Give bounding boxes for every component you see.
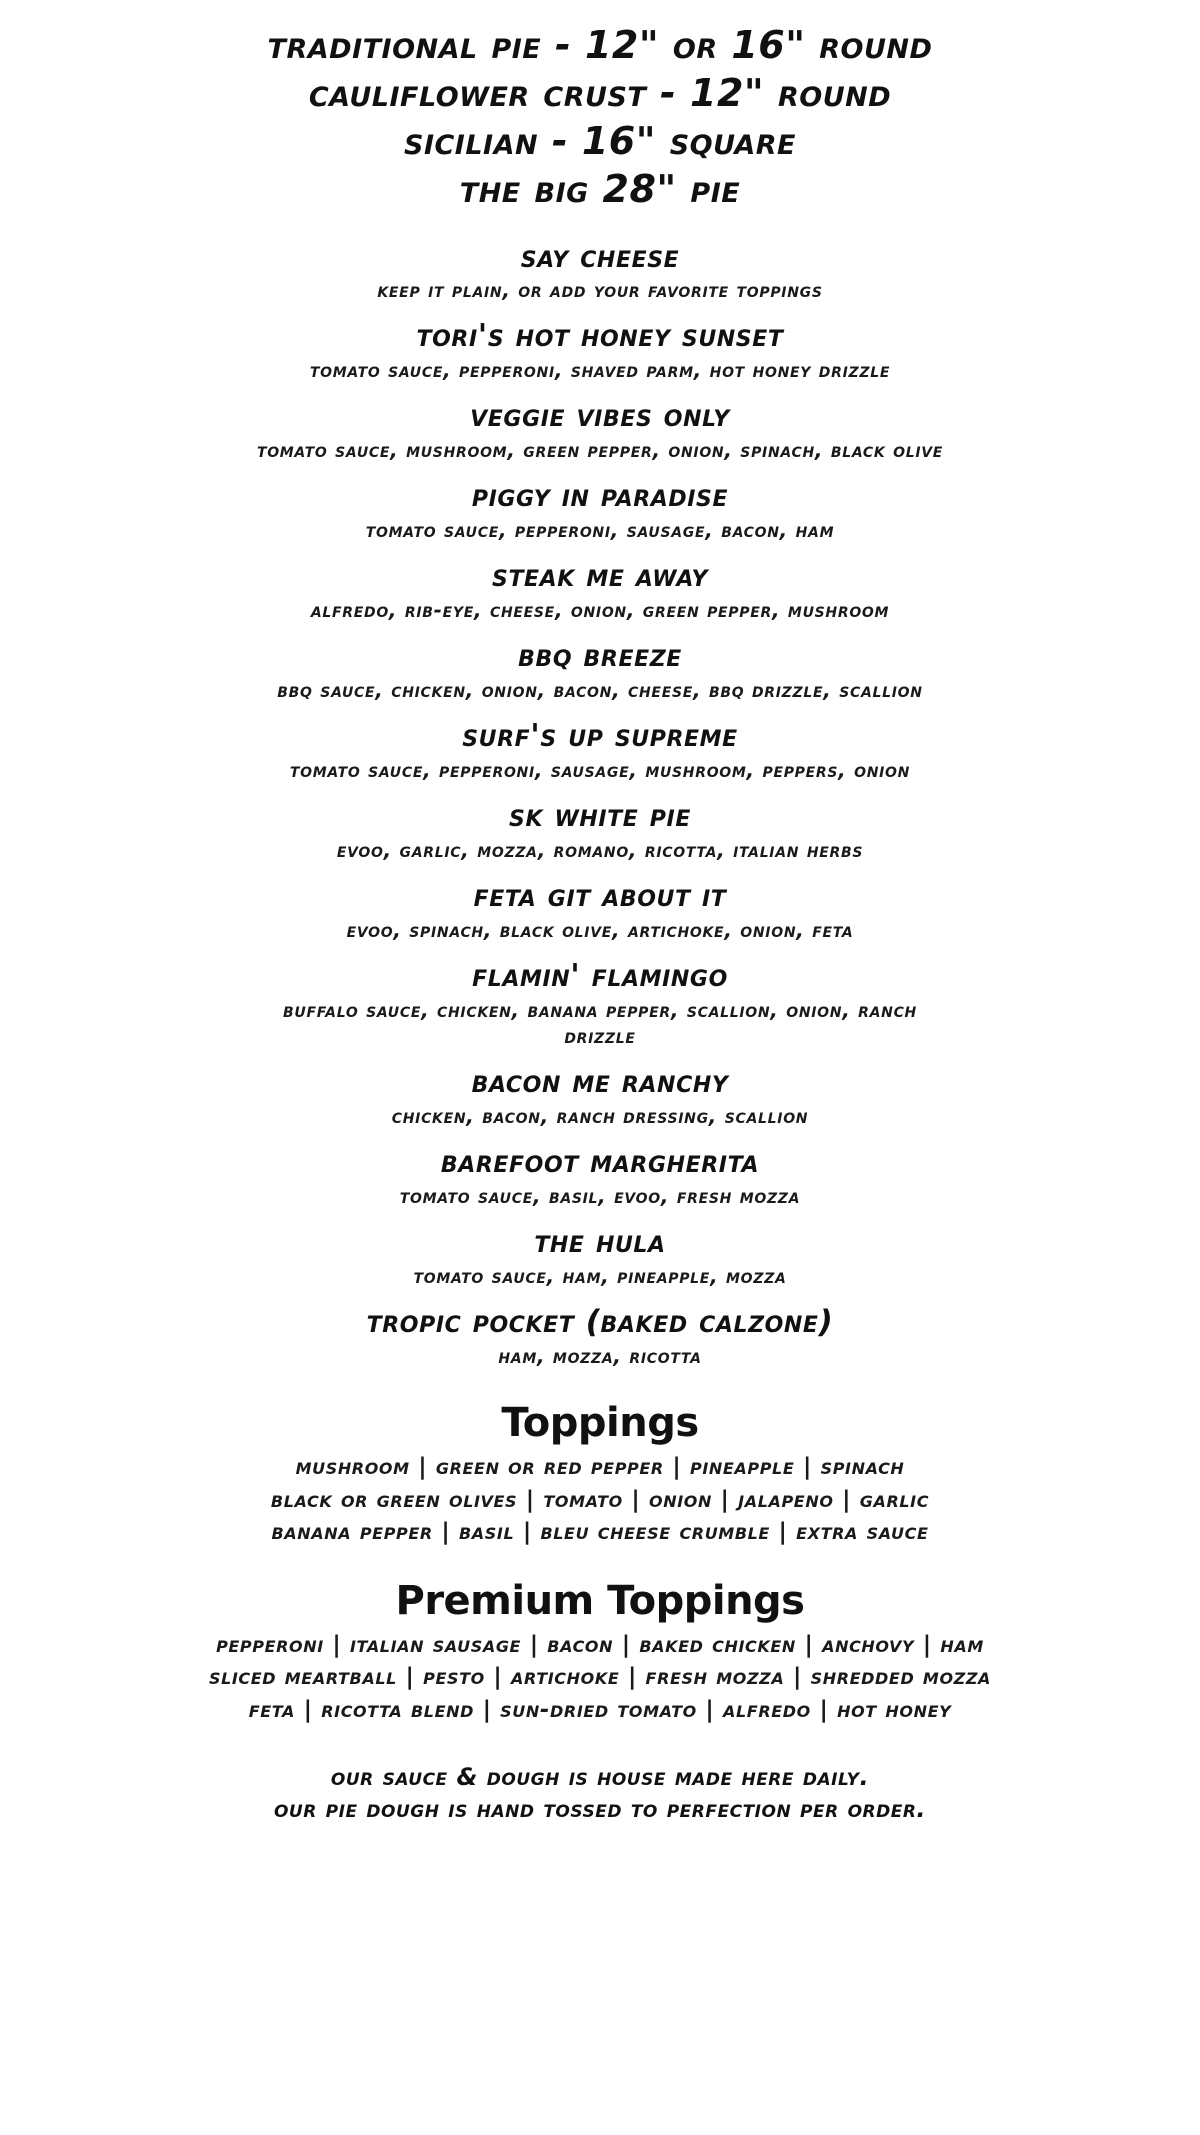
list-item bbox=[60, 959, 1140, 1049]
pizza-name: tropic pocket (baked calzone) bbox=[366, 1303, 834, 1340]
pizza-name: surf's up supreme bbox=[462, 718, 738, 755]
list-item bbox=[60, 1145, 1140, 1209]
pizza-description: tomato sauce, mushroom, green pepper, onion, spinach, black olive bbox=[256, 438, 944, 463]
pizza-name: flamin' flamingo bbox=[472, 958, 728, 995]
premium-toppings-title: Premium Toppings bbox=[395, 1577, 805, 1624]
footer-line-1: our sauce & dough is house made here daily. bbox=[330, 1762, 870, 1791]
pizza-name: say cheese bbox=[520, 238, 680, 275]
pizza-name: sk white pie bbox=[509, 798, 691, 835]
pizza-description: alfredo, rib-eye, cheese, onion, green pepper, mushroom bbox=[310, 598, 890, 623]
header-line-1: traditional pie - 12" or 16" round bbox=[267, 23, 933, 67]
premium-toppings-line: feta | ricotta blend | sun-dried tomato | alfredo | hot honey bbox=[248, 1697, 952, 1724]
premium-toppings-section bbox=[60, 1565, 1140, 1727]
pizza-description: tomato sauce, pepperoni, sausage, mushroom, peppers, onion bbox=[289, 758, 911, 783]
menu-footer bbox=[274, 1761, 926, 1826]
list-item bbox=[60, 559, 1140, 623]
pizza-name: the hula bbox=[534, 1223, 666, 1260]
pizza-description: tomato sauce, ham, pineapple, mozza bbox=[413, 1263, 787, 1288]
list-item bbox=[60, 879, 1140, 943]
pizza-list bbox=[60, 240, 1140, 1385]
list-item bbox=[60, 399, 1140, 463]
header-line-4: the big 28" pie bbox=[459, 166, 741, 211]
pizza-name: feta git about it bbox=[473, 878, 727, 915]
header-line-3: sicilian - 16" square bbox=[404, 118, 796, 163]
premium-toppings-line: pepperoni | italian sausage | bacon | baked chicken | anchovy | ham bbox=[216, 1631, 984, 1658]
pizza-name: steak me away bbox=[492, 558, 708, 595]
pizza-name: barefoot margherita bbox=[440, 1143, 760, 1180]
pizza-name: veggie vibes only bbox=[470, 398, 730, 435]
pizza-description: tomato sauce, pepperoni, sausage, bacon, ham bbox=[365, 518, 835, 543]
pizza-name: bacon me ranchy bbox=[471, 1064, 729, 1101]
header-line-2: cauliflower crust - 12" round bbox=[308, 70, 892, 115]
pizza-description: evoo, garlic, mozza, romano, ricotta, italian herbs bbox=[336, 838, 864, 863]
toppings-section bbox=[60, 1401, 1140, 1549]
toppings-line: black or green olives | tomato | onion | jalapeno | garlic bbox=[270, 1486, 930, 1513]
pizza-name: bbq breeze bbox=[518, 638, 682, 675]
list-item bbox=[60, 479, 1140, 543]
list-item bbox=[60, 1065, 1140, 1129]
pizza-description: buffalo sauce, chicken, banana pepper, scallion, onion, ranch drizzle bbox=[283, 998, 917, 1049]
pizza-name: piggy in paradise bbox=[471, 478, 729, 515]
footer-line-2: our pie dough is hand tossed to perfection per order. bbox=[273, 1795, 927, 1824]
list-item bbox=[60, 240, 1140, 304]
pizza-description: tomato sauce, pepperoni, shaved parm, hot honey drizzle bbox=[309, 358, 891, 383]
menu-header bbox=[268, 22, 933, 214]
pizza-description: keep it plain, or add your favorite toppings bbox=[377, 278, 823, 303]
pizza-description: bbq sauce, chicken, onion, bacon, cheese, bbq drizzle, scallion bbox=[277, 678, 923, 703]
pizza-name: tori's hot honey sunset bbox=[416, 318, 784, 355]
pizza-description: chicken, bacon, ranch dressing, scallion bbox=[391, 1103, 809, 1128]
pizza-description: ham, mozza, ricotta bbox=[498, 1343, 702, 1368]
list-item bbox=[60, 319, 1140, 383]
toppings-title: Toppings bbox=[501, 1399, 699, 1446]
toppings-line: banana pepper | basil | bleu cheese crumble | extra sauce bbox=[271, 1519, 929, 1546]
list-item bbox=[60, 639, 1140, 703]
pizza-description: evoo, spinach, black olive, artichoke, onion, feta bbox=[346, 918, 854, 943]
toppings-line: mushroom | green or red pepper | pineapple | spinach bbox=[295, 1453, 905, 1480]
list-item bbox=[60, 799, 1140, 863]
list-item bbox=[60, 1225, 1140, 1289]
list-item bbox=[60, 719, 1140, 783]
premium-toppings-line: sliced meartball | pesto | artichoke | fresh mozza | shredded mozza bbox=[208, 1664, 992, 1691]
list-item bbox=[60, 1305, 1140, 1369]
pizza-description: tomato sauce, basil, evoo, fresh mozza bbox=[399, 1183, 801, 1208]
